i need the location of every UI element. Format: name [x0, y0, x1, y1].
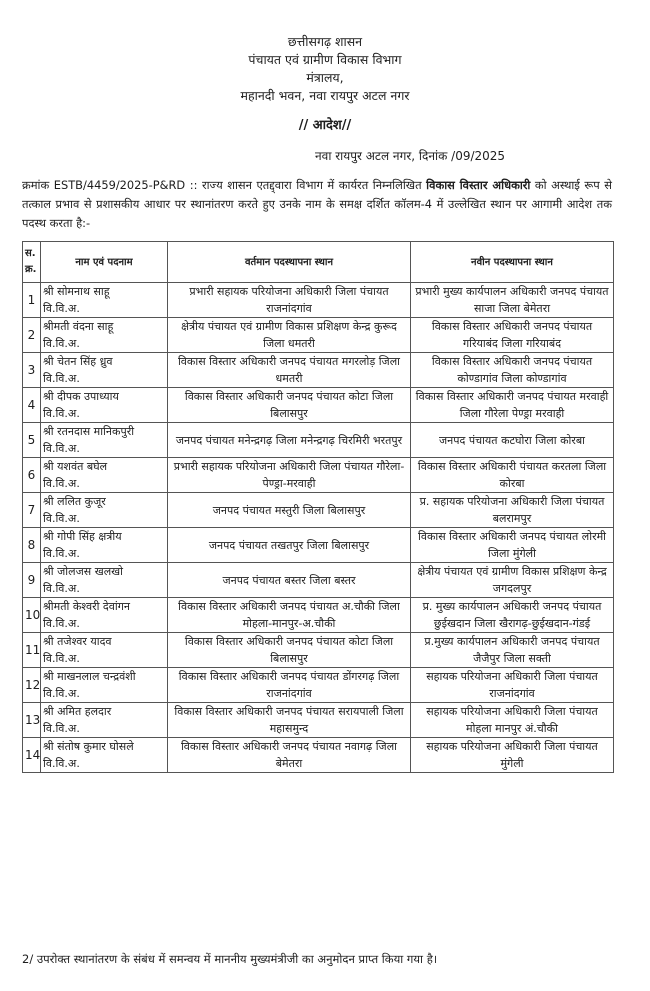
serial-number: 7 — [27, 502, 36, 517]
serial-number: 2 — [27, 327, 36, 342]
table-row — [23, 633, 614, 668]
table-header-row — [23, 242, 614, 283]
name-cell — [41, 353, 168, 388]
new-posting: विकास विस्तार अधिकारी पंचायत करतला जिला कोरबा — [417, 460, 607, 490]
approval-note: 2/ उपरोक्त स्थानांतरण के संबंध में समन्वय में माननीय मुख्यमंत्रीजी का अनुमोदन प्राप्त किया गया है। — [22, 952, 438, 966]
current-posting: विकास विस्तार अधिकारी जनपद पंचायत सरायपाली जिला महासमुन्द — [174, 705, 404, 735]
employee-designation: वि.वि.अ. — [43, 407, 80, 420]
new-posting-cell — [411, 353, 614, 388]
employee-designation: वि.वि.अ. — [43, 442, 80, 455]
letterhead — [0, 33, 650, 105]
new-posting: क्षेत्रीय पंचायत एवं ग्रामीण विकास प्रशिक्षण केन्द्र जगदलपुर — [417, 565, 607, 595]
new-posting-cell — [411, 388, 614, 423]
employee-name: श्री तजेश्वर यादव — [43, 635, 112, 648]
table-row — [23, 423, 614, 458]
serial-number: 6 — [27, 467, 36, 482]
new-posting: सहायक परियोजना अधिकारी जिला पंचायत मुंगेली — [426, 740, 598, 770]
new-posting: प्र. मुख्य कार्यपालन अधिकारी जनपद पंचायत छुईखदान जिला खैरागढ़-छुईखदान-गंडई — [422, 600, 602, 630]
employee-designation: वि.वि.अ. — [43, 582, 80, 595]
current-posting: जनपद पंचायत बस्तर जिला बस्तर — [222, 573, 356, 587]
serial-cell — [23, 283, 41, 318]
current-posting: विकास विस्तार अधिकारी जनपद पंचायत मगरलोड़ जिला धमतरी — [177, 355, 401, 385]
serial-cell — [23, 703, 41, 738]
order-intro-paragraph — [22, 176, 612, 233]
new-posting: प्र.मुख्य कार्यपालन अधिकारी जनपद पंचायत जैजैपुर जिला सक्ती — [424, 635, 600, 665]
current-posting-cell — [168, 738, 411, 773]
table-row — [23, 563, 614, 598]
serial-number: 5 — [27, 432, 36, 447]
table-row — [23, 668, 614, 703]
table-row — [23, 738, 614, 773]
current-posting-cell — [168, 633, 411, 668]
new-posting-cell — [411, 528, 614, 563]
employee-designation: वि.वि.अ. — [43, 547, 80, 560]
serial-cell — [23, 563, 41, 598]
current-posting-cell — [168, 563, 411, 598]
employee-name: श्रीमती केश्वरी देवांगन — [43, 600, 131, 613]
current-posting: प्रभारी सहायक परियोजना अधिकारी जिला पंचायत गौरेला-पेण्ड्रा-मरवाही — [173, 460, 405, 490]
current-posting-cell — [168, 388, 411, 423]
new-posting: विकास विस्तार अधिकारी जनपद पंचायत लोरमी जिला मुंगेली — [417, 530, 607, 560]
name-cell — [41, 668, 168, 703]
serial-number: 12 — [25, 677, 41, 692]
office-address: महानदी भवन, नवा रायपुर अटल नगर — [240, 88, 410, 103]
serial-number: 3 — [27, 362, 36, 377]
name-cell — [41, 423, 168, 458]
employee-name: श्री गोपी सिंह क्षत्रीय — [43, 530, 122, 543]
department-name: पंचायत एवं ग्रामीण विकास विभाग — [248, 52, 402, 67]
new-posting-cell — [411, 423, 614, 458]
new-posting-cell — [411, 563, 614, 598]
current-posting: विकास विस्तार अधिकारी जनपद पंचायत कोटा जिला बिलासपुर — [184, 635, 394, 665]
current-posting-cell — [168, 353, 411, 388]
serial-number: 14 — [25, 747, 41, 762]
employee-name: श्रीमती वंदना साहू — [43, 320, 114, 333]
employee-designation: वि.वि.अ. — [43, 757, 80, 770]
serial-cell — [23, 528, 41, 563]
serial-number: 13 — [25, 712, 41, 727]
employee-designation: वि.वि.अ. — [43, 617, 80, 630]
current-posting-cell — [168, 668, 411, 703]
name-cell — [41, 318, 168, 353]
serial-number: 4 — [27, 397, 36, 412]
employee-name: श्री यशवंत बघेल — [43, 460, 108, 473]
header-name-designation: नाम एवं पदनाम — [41, 242, 168, 283]
current-posting-cell — [168, 458, 411, 493]
new-posting-cell — [411, 668, 614, 703]
serial-cell — [23, 318, 41, 353]
new-posting-cell — [411, 283, 614, 318]
employee-name: श्री रतनदास मानिकपुरी — [43, 425, 135, 438]
current-posting: जनपद पंचायत मनेन्द्रगढ़ जिला मनेन्द्रगढ़ चिरमिरी भरतपुर — [175, 433, 403, 447]
table-row — [23, 458, 614, 493]
serial-cell — [23, 598, 41, 633]
current-posting: जनपद पंचायत तखतपुर जिला बिलासपुर — [208, 538, 370, 552]
employee-name: श्री जोलजस खलखो — [43, 565, 123, 578]
name-cell — [41, 738, 168, 773]
employee-designation: वि.वि.अ. — [43, 477, 80, 490]
name-cell — [41, 458, 168, 493]
intro-text-part1: क्रमांक ESTB/4459/2025-P&RD :: राज्य शासन एतद्द्वारा विभाग में कार्यरत निम्नलिखित — [22, 178, 427, 192]
current-posting: जनपद पंचायत मस्तुरी जिला बिलासपुर — [212, 503, 366, 517]
new-posting-cell — [411, 318, 614, 353]
serial-number: 9 — [27, 572, 36, 587]
current-posting: प्रभारी सहायक परियोजना अधिकारी जिला पंचायत राजनांदगांव — [189, 285, 389, 315]
name-cell — [41, 633, 168, 668]
current-posting-cell — [168, 423, 411, 458]
name-cell — [41, 528, 168, 563]
new-posting: विकास विस्तार अधिकारी जनपद पंचायत कोण्डागांव जिला कोण्डागांव — [431, 355, 593, 385]
table-row — [23, 528, 614, 563]
serial-cell — [23, 353, 41, 388]
serial-number: 8 — [27, 537, 36, 552]
current-posting-cell — [168, 528, 411, 563]
serial-cell — [23, 423, 41, 458]
employee-name: श्री चेतन सिंह ध्रुव — [43, 355, 113, 368]
header-serial: स. क्र. — [23, 242, 41, 283]
serial-number: 1 — [27, 292, 36, 307]
employee-designation: वि.वि.अ. — [43, 652, 80, 665]
employee-designation: वि.वि.अ. — [43, 372, 80, 385]
new-posting: जनपद पंचायत कटघोरा जिला कोरबा — [438, 433, 585, 447]
serial-cell — [23, 668, 41, 703]
current-posting: विकास विस्तार अधिकारी जनपद पंचायत कोटा जिला बिलासपुर — [184, 390, 394, 420]
employee-name: श्री अमित हलदार — [43, 705, 112, 718]
name-cell — [41, 563, 168, 598]
govt-name: छत्तीसगढ़ शासन — [287, 34, 363, 49]
serial-number: 10 — [25, 607, 41, 622]
table-row — [23, 493, 614, 528]
name-cell — [41, 598, 168, 633]
current-posting-cell — [168, 598, 411, 633]
new-posting-cell — [411, 458, 614, 493]
employee-name: श्री सोमनाथ साहू — [43, 285, 110, 298]
employee-designation: वि.वि.अ. — [43, 337, 80, 350]
name-cell — [41, 493, 168, 528]
new-posting-cell — [411, 703, 614, 738]
new-posting: सहायक परियोजना अधिकारी जिला पंचायत राजनांदगांव — [426, 670, 598, 700]
new-posting: विकास विस्तार अधिकारी जनपद पंचायत गरियाबंद जिला गरियाबंद — [431, 320, 593, 350]
employee-name: श्री संतोष कुमार घोसले — [43, 740, 134, 753]
employee-name: श्री दीपक उपाध्याय — [43, 390, 119, 403]
current-posting: विकास विस्तार अधिकारी जनपद पंचायत डोंगरगढ़ जिला राजनांदगांव — [178, 670, 400, 700]
name-cell — [41, 283, 168, 318]
current-posting: विकास विस्तार अधिकारी जनपद पंचायत नवागढ़ जिला बेमेतरा — [180, 740, 398, 770]
serial-number: 11 — [25, 642, 41, 657]
current-posting-cell — [168, 283, 411, 318]
serial-cell — [23, 388, 41, 423]
table-row — [23, 703, 614, 738]
new-posting-cell — [411, 633, 614, 668]
new-posting: प्र. सहायक परियोजना अधिकारी जिला पंचायत बलरामपुर — [419, 495, 605, 525]
order-title: // आदेश// — [298, 118, 352, 133]
intro-bold-designation: विकास विस्तार अधिकारी — [426, 178, 531, 192]
employee-name: श्री माखनलाल चन्द्रवंशी — [43, 670, 136, 683]
table-row — [23, 283, 614, 318]
header-new-posting: नवीन पदस्थापना स्थान — [411, 242, 614, 283]
new-posting: सहायक परियोजना अधिकारी जिला पंचायत मोहला मानपुर अं.चौकी — [426, 705, 598, 735]
place-date: नवा रायपुर अटल नगर, दिनांक /09/2025 — [315, 149, 506, 163]
current-posting-cell — [168, 318, 411, 353]
new-posting: प्रभारी मुख्य कार्यपालन अधिकारी जनपद पंचायत साजा जिला बेमेतरा — [415, 285, 609, 315]
new-posting-cell — [411, 738, 614, 773]
table-row — [23, 598, 614, 633]
table-row — [23, 318, 614, 353]
new-posting-cell — [411, 598, 614, 633]
name-cell — [41, 388, 168, 423]
current-posting-cell — [168, 493, 411, 528]
employee-name: श्री ललित कुजूर — [43, 495, 106, 508]
current-posting-cell — [168, 703, 411, 738]
serial-cell — [23, 633, 41, 668]
name-cell — [41, 703, 168, 738]
transfer-table — [22, 241, 614, 773]
table-row — [23, 388, 614, 423]
employee-designation: वि.वि.अ. — [43, 302, 80, 315]
table-row — [23, 353, 614, 388]
serial-cell — [23, 738, 41, 773]
new-posting-cell — [411, 493, 614, 528]
new-posting: विकास विस्तार अधिकारी जनपद पंचायत मरवाही जिला गौरेला पेण्ड्रा मरवाही — [415, 390, 609, 420]
current-posting: क्षेत्रीय पंचायत एवं ग्रामीण विकास प्रशिक्षण केन्द्र कुरूद जिला धमतरी — [181, 320, 397, 350]
serial-cell — [23, 458, 41, 493]
employee-designation: वि.वि.अ. — [43, 722, 80, 735]
employee-designation: वि.वि.अ. — [43, 512, 80, 525]
ministry-name: मंत्रालय, — [306, 70, 344, 85]
serial-cell — [23, 493, 41, 528]
employee-designation: वि.वि.अ. — [43, 687, 80, 700]
current-posting: विकास विस्तार अधिकारी जनपद पंचायत अ.चौकी जिला मोहला-मानपुर-अ.चौकी — [178, 600, 400, 630]
header-current-posting: वर्तमान पदस्थापना स्थान — [168, 242, 411, 283]
intro-text-part2: को अस्थाई रूप से तत्काल प्रभाव से प्रशासकीय आधार पर स्थानांतरण करते हुए उनके नाम के समक्ष दर्शित कॉलम-4 में उल्लेखित स्थान पर आगामी आदेश तक पदस्थ करता है:- — [22, 178, 612, 230]
